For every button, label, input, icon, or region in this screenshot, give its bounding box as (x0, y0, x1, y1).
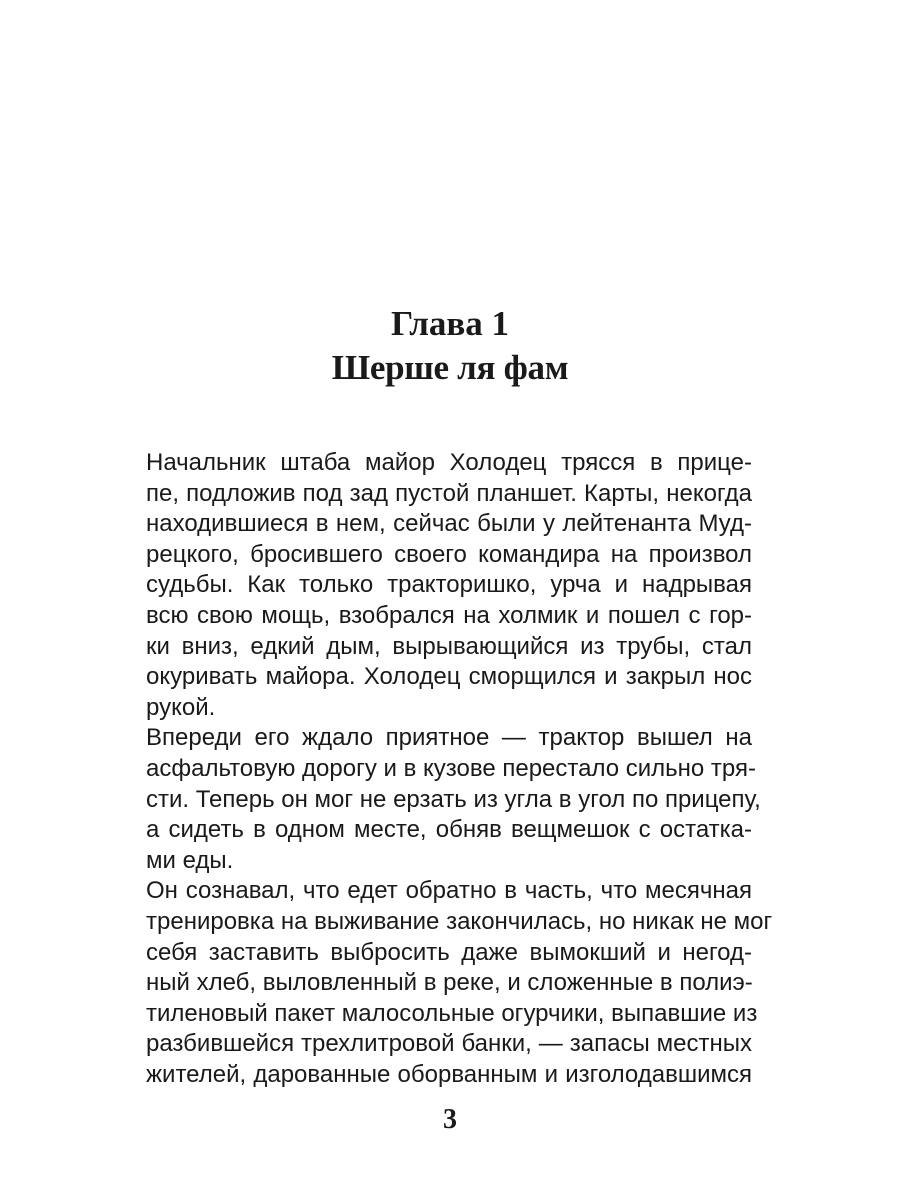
text-line: ки вниз, едкий дым, вырывающийся из трубы, стал (146, 632, 752, 660)
chapter-number: Глава 1 (390, 304, 510, 343)
page-number: 3 (443, 1104, 457, 1135)
chapter-body-text (146, 448, 773, 1090)
text-line: ный хлеб, выловленный в реке, и сложенные в полиэ- (146, 969, 753, 997)
text-line: тренировка на выживание закончилась, но никак не мог (146, 907, 773, 935)
text-line: Впереди его ждало приятное — трактор вышел на (146, 724, 752, 752)
text-line: асфальтовую дорогу и в кузове перестало сильно тря- (146, 754, 756, 782)
text-line: Начальник штаба майор Холодец трясся в прице- (146, 449, 752, 476)
text-line: жителей, дарованные оборванным и изголодавшимся (146, 1060, 752, 1088)
text-line: ми еды. (146, 846, 234, 874)
chapter-title: Шерше ля фам (331, 348, 569, 387)
text-line: судьбы. Как только тракторишко, урча и надрывая (146, 571, 752, 599)
text-line: рецкого, бросившего своего командира на произвол (146, 540, 752, 568)
text-line: пе, подложив под зад пустой планшет. Карты, некогда (146, 479, 752, 507)
text-line: а сидеть в одном месте, обняв вещмешок с остатка- (146, 816, 752, 844)
text-line: всю свою мощь, взобрался на холмик и пошел с гор- (146, 601, 752, 629)
text-line: Он сознавал, что едет обратно в часть, что месячная (146, 877, 752, 905)
text-line: окуривать майора. Холодец сморщился и закрыл нос (146, 663, 752, 691)
text-line: сти. Теперь он мог не ерзать из угла в угол по прицепу, (146, 785, 761, 813)
text-line: тиленовый пакет малосольные огурчики, выпавшие из (146, 999, 758, 1027)
text-line: рукой. (146, 693, 216, 721)
text-line: находившиеся в нем, сейчас были у лейтенанта Муд- (146, 510, 752, 538)
text-line: разбившейся трехлитровой банки, — запасы местных (146, 1030, 752, 1058)
text-line: себя заставить выбросить даже вымокший и негод- (146, 938, 752, 966)
